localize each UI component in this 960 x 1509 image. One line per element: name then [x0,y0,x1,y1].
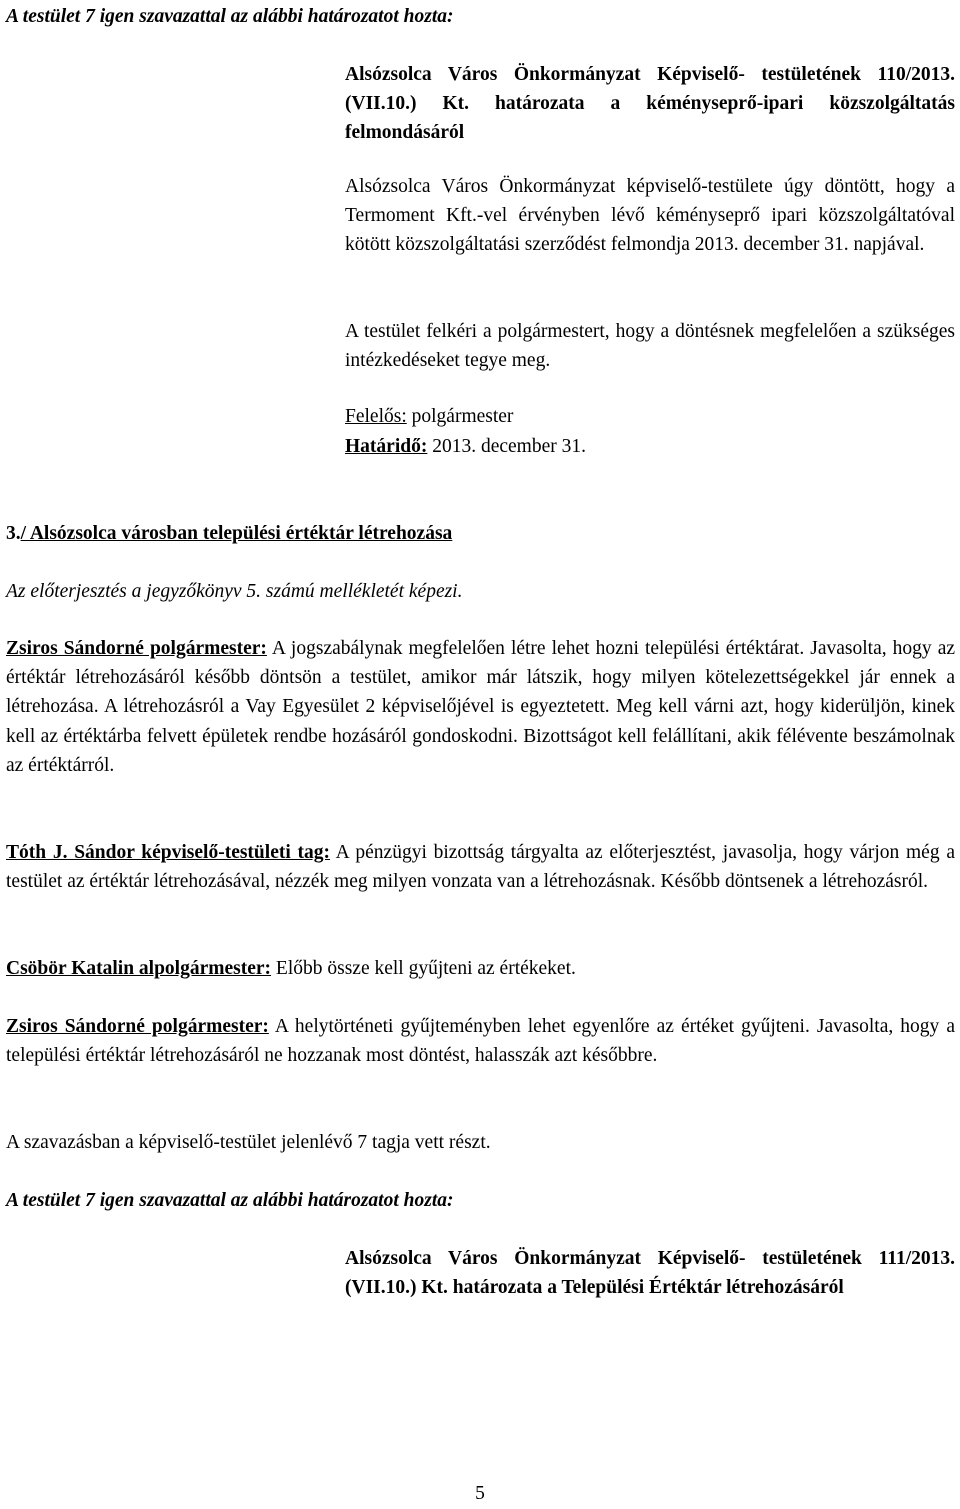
speech-text: Előbb össze kell gyűjteni az értékeket. [271,958,576,979]
resolution-110-instruction: A testület felkéri a polgármestert, hogy a döntésnek megfelelően a szükséges intézkedéseket tegye meg. [345,321,955,372]
vote1-heading: A testület 7 igen szavazattal az alábbi határozatot hozta: [6,6,454,27]
speech-text: A helytörténeti gyűjteményben lehet egyenlőre az értéket gyűjteni. Javasolta, hogy a települési értéktár létrehozásáról ne hozzanak most döntést, halasszák azt későbbre. [6,1016,955,1067]
agenda-item-title: / Alsózsolca városban települési értéktár létrehozása [20,523,453,544]
resolution-110-body: Alsózsolca Város Önkormányzat képviselő-testülete úgy döntött, hogy a Termoment Kft.-vel érvényben lévő kéményseprő ipari közszolgáltatóval kötött közszolgáltatási szerződést felmondja 2013. december 31. napjával. [345,176,955,256]
speech-1 [6,634,955,780]
resolution-110-title: Alsózsolca Város Önkormányzat Képviselő- testületének 110/2013.(VII.10.) Kt. határozata a kéményseprő-ipari közszolgáltatás felmondásáról [345,64,955,144]
page-number: 5 [475,1483,485,1504]
attendance-note: A szavazásban a képviselő-testület jelenlévő 7 tagja vett részt. [6,1132,491,1153]
deadline-value: 2013. december 31. [427,436,586,457]
agenda-item-3-title [6,519,955,548]
speaker-name: Zsiros Sándorné polgármester: [6,1016,269,1037]
speech-text: A jogszabálynak megfelelően létre lehet hozni települési értéktárat. Javasolta, hogy az értéktár létrehozásáról később döntsön a testület, amikor már látszik, hogy milyen kötelezettségekkel jár ennek a létrehozása. A létrehozásról a Vay Egyesület 2 képviselőjével is egyeztetett. Meg kell várni azt, hogy kiderüljön, kinek kell az értéktárba felvett épületek rendbe hozásáról gondoskodni. Bizottságot kell felállítani, akik félévente beszámolnak az értéktárról. [6,638,956,776]
annex-note: Az előterjesztés a jegyzőkönyv 5. számú mellékletét képezi. [6,581,463,602]
vote2-heading: A testület 7 igen szavazattal az alábbi határozatot hozta: [6,1190,454,1211]
speech-2 [6,838,955,896]
speaker-name: Zsiros Sándorné polgármester: [6,638,267,659]
resolution-111-title: Alsózsolca Város Önkormányzat Képviselő- testületének 111/2013.(VII.10.) Kt. határozata a Települési Értéktár létrehozásáról [345,1248,955,1299]
speaker-name: Tóth J. Sándor képviselő-testületi tag: [6,842,330,863]
speech-text: A pénzügyi bizottság tárgyalta az előterjesztést, javasolja, hogy várjon még a testület az értéktár létrehozásával, nézzék meg milyen vonzata van a létrehozásnak. Később döntsenek a létrehozásról. [6,842,955,893]
speech-4 [6,1012,955,1070]
agenda-item-number: 3. [6,523,21,544]
deadline-label: Határidő: [345,436,428,457]
responsible-label: Felelős: [345,406,407,427]
deadline-line [345,432,955,461]
responsible-value: polgármester [406,406,514,427]
speech-3 [6,954,955,983]
responsible-line [345,402,955,431]
speaker-name: Csöbör Katalin alpolgármester: [6,958,272,979]
